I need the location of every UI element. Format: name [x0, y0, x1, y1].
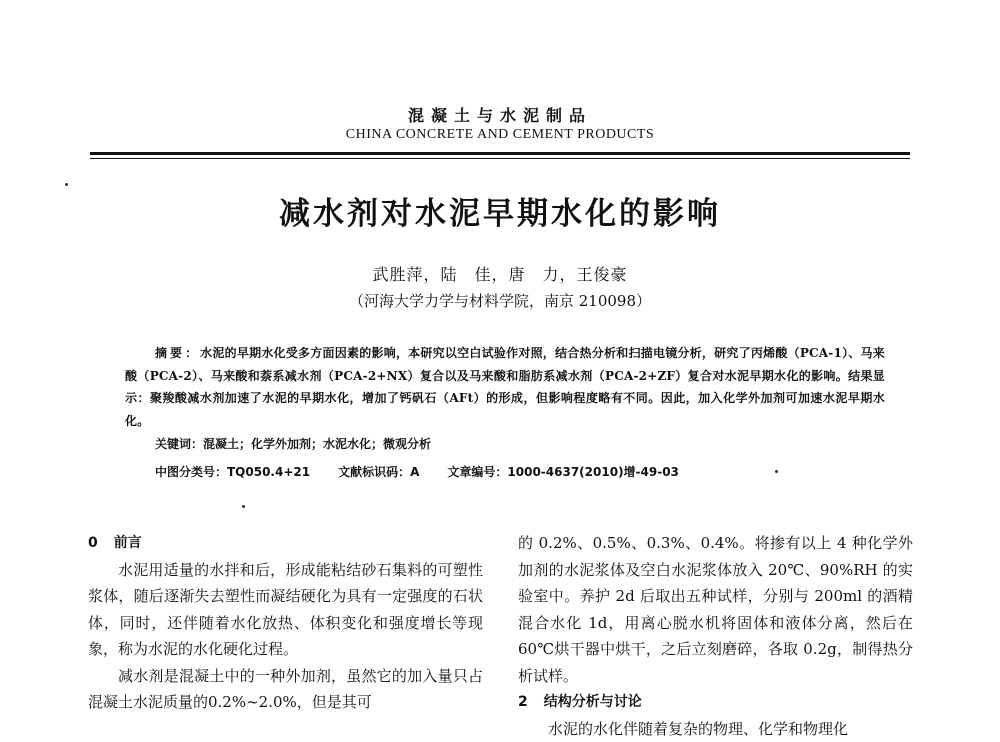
abstract-text: 水泥的早期水化受多方面因素的影响，本研究以空白试验作对照，结合热分析和扫描电镜分析，研究了丙烯酸（PCA-1）、马来酸（PCA-2）、马来酸和萘系减水剂（PCA-2+NX）复合以及马来酸和脂肪系减水剂（PCA-2+ZF）复合对水泥早期水化的影响。结果显示：聚羧酸减水剂加速了水泥的早期水化，增加了钙矾石（AFt）的形成，但影响程度略有不同。因此，加入化学外加剂可加速水泥早期水化。: [125, 346, 885, 428]
article-authors: 武胜萍，陆 佳，唐 力，王俊豪: [0, 262, 1000, 285]
abstract: [125, 342, 885, 432]
article-number: 文章编号：1000-4637(2010)增-49-03: [447, 465, 679, 479]
classification-line: [155, 463, 707, 480]
section-heading-0: [88, 530, 483, 557]
body-paragraph: 水泥的水化伴随着复杂的物理、化学和物理化: [518, 716, 913, 742]
article-affiliation: （河海大学力学与材料学院，南京 210098）: [0, 290, 1000, 311]
keywords-label: 关键词：: [155, 437, 203, 451]
document-code: 文献标识码：A: [338, 465, 419, 479]
scan-speck: [775, 470, 778, 473]
journal-name-cn: 混凝土与水泥制品: [0, 103, 1000, 126]
clc-number: 中图分类号：TQ050.4+21: [155, 465, 310, 479]
keywords-text: 混凝土；化学外加剂；水泥水化；微观分析: [203, 437, 431, 451]
body-paragraph: 的 0.2%、0.5%、0.3%、0.4%。将掺有以上 4 种化学外加剂的水泥浆体及空白水泥浆体放入 20℃、90%RH 的实验室中。养护 2d 后取出五种试样，分别与 200ml 的酒精混合水化 1d，用离心脱水机将固体和液体分离，然后在 60℃烘干器中烘干，之后立刻磨碎，各取 0.2g，制得热分析试样。: [518, 530, 913, 689]
body-paragraph: 减水剂是混凝土中的一种外加剂，虽然它的加入量只占混凝土水泥质量的0.2%~2.0%，但是其可: [88, 663, 483, 716]
section-heading-2: [518, 689, 913, 716]
abstract-label: 摘要：: [155, 346, 200, 360]
left-column: [88, 530, 483, 716]
section-number: 0: [88, 535, 98, 551]
section-title: 结构分析与讨论: [544, 694, 642, 710]
header-rule-thin: [90, 158, 910, 159]
body-paragraph: 水泥用适量的水拌和后，形成能粘结砂石集料的可塑性浆体，随后逐渐失去塑性而凝结硬化为具有一定强度的石状体，同时，还伴随着水化放热、体积变化和强度增长等现象，称为水泥的水化硬化过程。: [88, 557, 483, 663]
scan-speck: [242, 505, 245, 508]
article-title: 减水剂对水泥早期水化的影响: [0, 188, 1000, 233]
journal-name-en: CHINA CONCRETE AND CEMENT PRODUCTS: [0, 127, 1000, 143]
header-rule-thick: [90, 152, 910, 155]
section-title: 前言: [114, 535, 142, 551]
scan-speck: [65, 183, 68, 186]
right-column: [518, 530, 913, 742]
section-number: 2: [518, 694, 528, 710]
keywords: [155, 435, 431, 452]
